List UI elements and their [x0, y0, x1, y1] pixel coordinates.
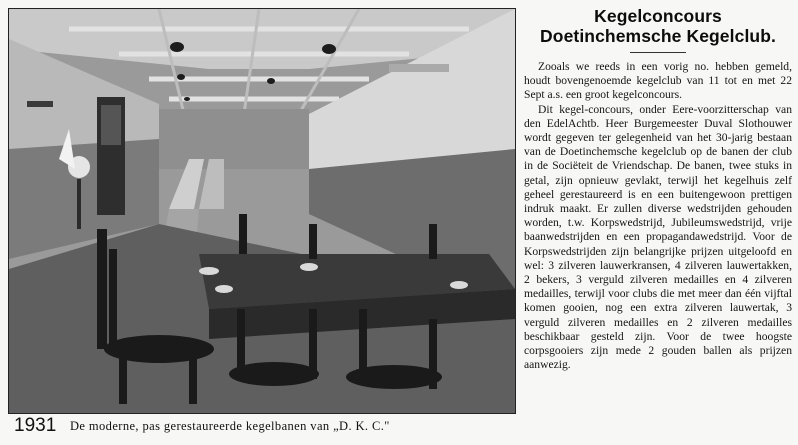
photo-caption: De moderne, pas gerestaureerde kegelbanen van „D. K. C." [70, 419, 390, 433]
article-paragraph: Zooals we reeds in een vorig no. hebben gemeld, houdt bovengenoemde kegelclub van 11 tot en met 22 Sept a.s. een groot kegelconcours. [524, 60, 792, 102]
article-paragraph: Dit kegel-concours, onder Eere-voorzitterschap van den EdelAchtb. Heer Burgemeester Duval Slothouwer wordt gegeven ter gelegenheid van het 30-jarig bestaan van de Doetinchemsche kegelclub op de banen der club in de Sociëteit de Vriendschap. De banen, twee stuks in getal, zijn opnieuw gevlakt, terwijl het kegelhuis zelf geheel gerestaureerd is en een buitengewoon prettigen indruk maakt. Er zullen diverse wedstrijden gehouden worden, t.w. Korpswedstrijd, Jubileumswedstrijd, vrije baanwedstrijden en een propagandawedstrijd. Voor de Korpswedstrijden zijn belangrijke prijzen uitgeloofd en wel: 3 zilveren lauwerkransen, 4 zilveren lauwertakken, 2 bekers, 3 verguld zilveren medailles en 4 zilveren medailles, terwijl voor clubs die met meer dan één vijftal komen gooien, nog een extra zilveren lauwertak, 3 verguld zilveren medailles en 2 zilveren medailles beschikbaar gesteld zijn. Voor de twee hoogste corpsgooiers zijn mede 2 gouden ballen als prijzen aanwezig. [524, 102, 792, 372]
article-column [524, 4, 792, 440]
photo-year: 1931 [14, 415, 57, 436]
article-body [524, 60, 792, 372]
photo-caption-row [8, 413, 518, 441]
article-headline: Kegelconcours Doetinchemsche Kegelclub. [540, 6, 776, 46]
bowling-alley-photo [8, 8, 516, 414]
headline-divider [630, 52, 686, 53]
